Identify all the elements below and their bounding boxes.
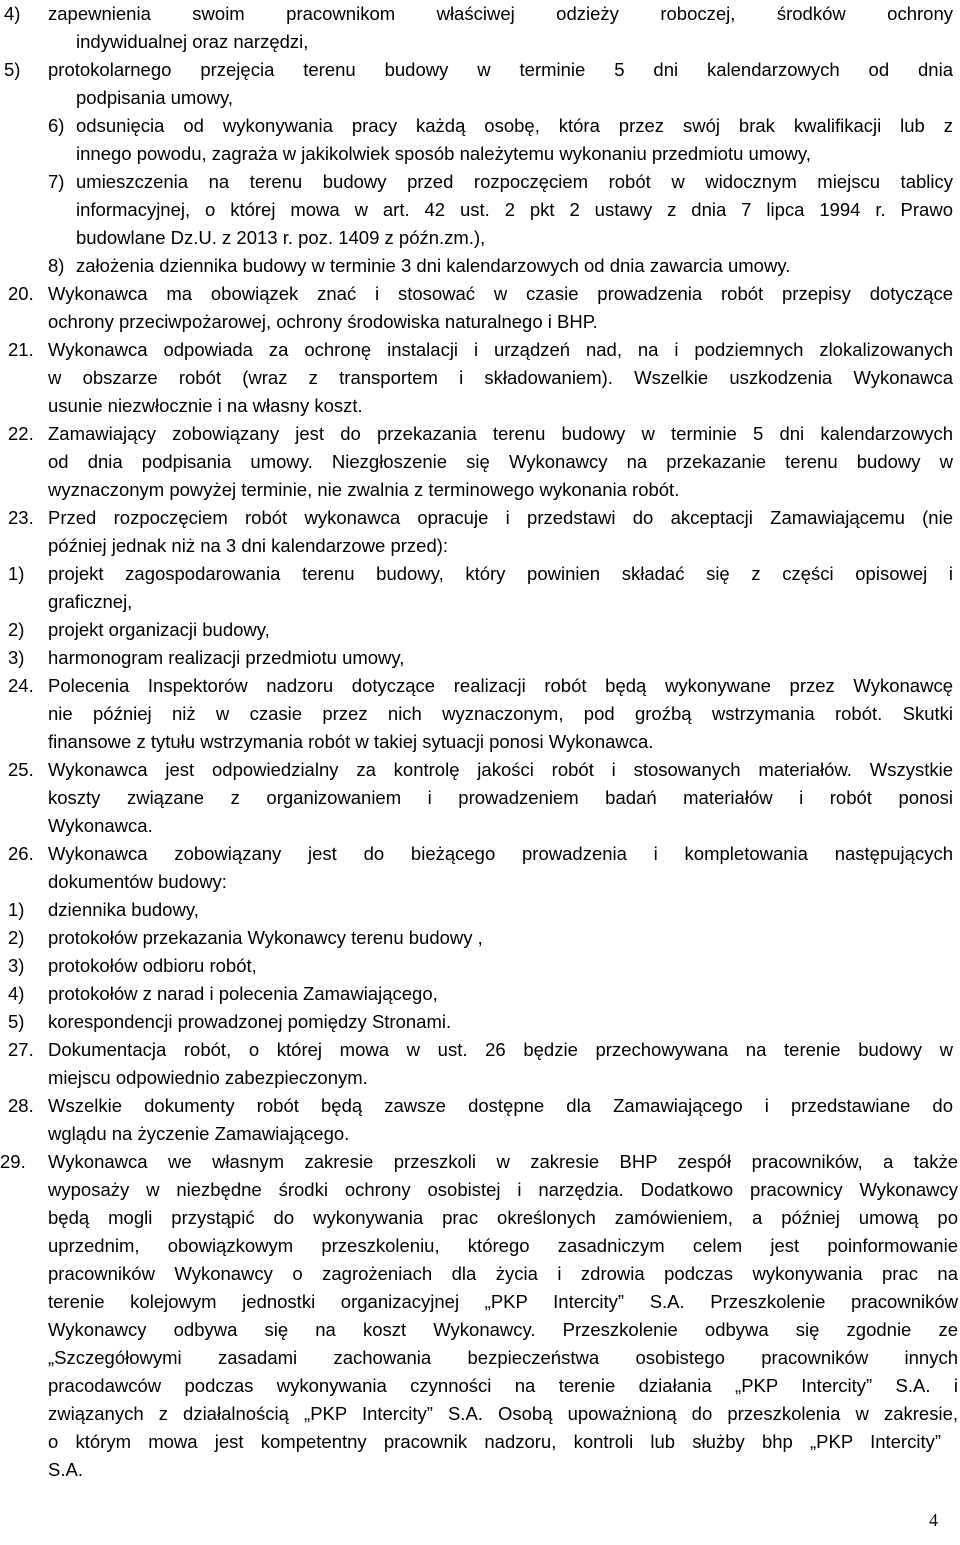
line-text: projekt zagospodarowania terenu budowy, który powinien składać się z części opisowej i xyxy=(48,563,953,584)
list-number: 25. xyxy=(8,759,34,780)
line-text: protokołów odbioru robót, xyxy=(48,955,257,976)
line-text: harmonogram realizacji przedmiotu umowy, xyxy=(48,647,405,668)
list-number: 1) xyxy=(8,899,25,920)
line-text: Wykonawca ma obowiązek znać i stosować w czasie prowadzenia robót przepisy dotyczące xyxy=(48,283,953,304)
text-line xyxy=(0,112,960,140)
list-number: 4) xyxy=(8,983,25,1004)
text-line xyxy=(0,924,960,952)
line-text: koszty związane z organizowaniem i prowadzeniem badań materiałów i robót ponosi xyxy=(48,787,953,808)
line-text: „Szczegółowymi zasadami zachowania bezpieczeństwa osobistego pracowników innych xyxy=(48,1347,958,1368)
line-text: ochrony przeciwpożarowej, ochrony środowiska naturalnego i BHP. xyxy=(48,311,598,332)
line-text: budowlane Dz.U. z 2013 r. poz. 1409 z późn.zm.), xyxy=(76,227,486,248)
text-line xyxy=(0,980,960,1008)
line-text: wyznaczonym powyżej terminie, nie zwalnia z terminowego wykonania robót. xyxy=(48,479,680,500)
line-text: uprzednim, obowiązkowym przeszkoleniu, którego zasadniczym celem jest poinformowanie xyxy=(48,1235,958,1256)
list-number: 1) xyxy=(8,563,25,584)
text-line xyxy=(0,364,960,392)
text-line xyxy=(0,28,960,56)
text-line xyxy=(0,308,960,336)
line-text: graficznej, xyxy=(48,591,133,612)
text-line xyxy=(0,140,960,168)
line-text: pracodawców podczas wykonywania czynności na terenie działania „PKP Intercity” S.A. i xyxy=(48,1375,958,1396)
list-number: 20. xyxy=(8,283,34,304)
line-text: innego powodu, zagraża w jakikolwiek sposób należytemu wykonaniu przedmiotu umowy, xyxy=(76,143,811,164)
line-text: wglądu na życzenie Zamawiającego. xyxy=(48,1123,350,1144)
line-text: usunie niezwłocznie i na własny koszt. xyxy=(48,395,363,416)
text-line xyxy=(0,0,960,28)
line-text: założenia dziennika budowy w terminie 3 dni kalendarzowych od dnia zawarcia umowy. xyxy=(76,255,791,276)
list-number: 23. xyxy=(8,507,34,528)
text-line xyxy=(0,1344,960,1372)
line-text: o którym mowa jest kompetentny pracownik nadzoru, kontroli lub służby bhp „PKP Intercity” xyxy=(48,1431,941,1452)
text-line xyxy=(0,1204,960,1232)
line-text: Wykonawca zobowiązany jest do bieżącego prowadzenia i kompletowania następujących xyxy=(48,843,953,864)
line-text: podpisania umowy, xyxy=(76,87,233,108)
text-line xyxy=(0,336,960,364)
list-number: 7) xyxy=(48,171,65,192)
line-text: związanych z działalnością „PKP Intercity” S.A. Osobą upoważnioną do przeszkolenia w zakresie, xyxy=(48,1403,958,1424)
list-number: 24. xyxy=(8,675,34,696)
text-line xyxy=(0,868,960,896)
list-number: 3) xyxy=(8,647,25,668)
text-line xyxy=(0,476,960,504)
text-line xyxy=(0,952,960,980)
text-line xyxy=(0,1232,960,1260)
line-text: Wykonawcy odbywa się na koszt Wykonawcy. Przeszkolenie odbywa się zgodnie ze xyxy=(48,1319,958,1340)
text-line xyxy=(0,1008,960,1036)
text-line xyxy=(0,1148,960,1176)
list-number: 5) xyxy=(8,1011,25,1032)
line-text: Polecenia Inspektorów nadzoru dotyczące realizacji robót będą wykonywane przez Wykonawcę xyxy=(48,675,953,696)
list-number: 4) xyxy=(4,3,21,24)
list-number: 29. xyxy=(0,1151,26,1172)
text-line xyxy=(0,84,960,112)
text-line xyxy=(0,896,960,924)
text-line xyxy=(0,1316,960,1344)
line-text: później jednak niż na 3 dni kalendarzowe przed): xyxy=(48,535,449,556)
text-line xyxy=(0,588,960,616)
text-line xyxy=(0,56,960,84)
text-line xyxy=(0,1120,960,1148)
text-line xyxy=(0,1036,960,1064)
text-line xyxy=(0,1400,960,1428)
text-line xyxy=(0,756,960,784)
list-number: 3) xyxy=(8,955,25,976)
text-line xyxy=(0,1260,960,1288)
text-line xyxy=(0,672,960,700)
list-number: 27. xyxy=(8,1039,34,1060)
list-number: 26. xyxy=(8,843,34,864)
line-text: informacyjnej, o której mowa w art. 42 ust. 2 pkt 2 ustawy z dnia 7 lipca 1994 r. Prawo xyxy=(76,199,953,220)
text-line xyxy=(0,196,960,224)
line-text: umieszczenia na terenu budowy przed rozpoczęciem robót w widocznym miejscu tablicy xyxy=(76,171,953,192)
text-line xyxy=(0,392,960,420)
page-number: 4 xyxy=(929,1510,938,1530)
line-text: finansowe z tytułu wstrzymania robót w takiej sytuacji ponosi Wykonawca. xyxy=(48,731,654,752)
line-text: indywidualnej oraz narzędzi, xyxy=(76,31,309,52)
line-text: protokołów z narad i polecenia Zamawiającego, xyxy=(48,983,438,1004)
text-line xyxy=(0,812,960,840)
list-number: 22. xyxy=(8,423,34,444)
text-line xyxy=(0,1372,960,1400)
text-line xyxy=(0,252,960,280)
list-number: 6) xyxy=(48,115,65,136)
text-line xyxy=(0,728,960,756)
text-line xyxy=(0,224,960,252)
list-number: 8) xyxy=(48,255,65,276)
line-text: miejscu odpowiednio zabezpieczonym. xyxy=(48,1067,368,1088)
line-text: wyposaży w niezbędne środki ochrony osobistej i narzędzia. Dodatkowo pracownicy Wykonawcy xyxy=(48,1179,958,1200)
text-line xyxy=(0,280,960,308)
text-line xyxy=(0,1064,960,1092)
line-text: od dnia podpisania umowy. Niezgłoszenie się Wykonawcy na przekazanie terenu budowy w xyxy=(48,451,953,472)
text-line xyxy=(0,1176,960,1204)
text-line xyxy=(0,700,960,728)
line-text: w obszarze robót (wraz z transportem i składowaniem). Wszelkie uszkodzenia Wykonawca xyxy=(48,367,953,388)
line-text: nie później niż w czasie przez nich wyznaczonym, pod groźbą wstrzymania robót. Skutki xyxy=(48,703,953,724)
list-number: 21. xyxy=(8,339,34,360)
line-text: Dokumentacja robót, o której mowa w ust. 26 będzie przechowywana na terenie budowy w xyxy=(48,1039,953,1060)
line-text: będą mogli przystąpić do wykonywania prac określonych zamówieniem, a później umową po xyxy=(48,1207,958,1228)
line-text: zapewnienia swoim pracownikom właściwej odzieży roboczej, środków ochrony xyxy=(48,3,953,24)
line-text: Wykonawca odpowiada za ochronę instalacji i urządzeń nad, na i podziemnych zlokalizowanych xyxy=(48,339,953,360)
text-line xyxy=(0,616,960,644)
line-text: projekt organizacji budowy, xyxy=(48,619,270,640)
text-line xyxy=(0,1428,960,1456)
text-line xyxy=(0,532,960,560)
line-text: protokołów przekazania Wykonawcy terenu budowy , xyxy=(48,927,483,948)
line-text: Wykonawca we własnym zakresie przeszkoli w zakresie BHP zespół pracowników, a także xyxy=(48,1151,958,1172)
text-line xyxy=(0,1456,960,1484)
text-line xyxy=(0,420,960,448)
line-text: dziennika budowy, xyxy=(48,899,199,920)
text-line xyxy=(0,504,960,532)
line-text: Wszelkie dokumenty robót będą zawsze dostępne dla Zamawiającego i przedstawiane do xyxy=(48,1095,953,1116)
line-text: pracowników Wykonawcy o zagrożeniach dla życia i zdrowia podczas wykonywania prac na xyxy=(48,1263,958,1284)
text-line xyxy=(0,1092,960,1120)
text-line xyxy=(0,840,960,868)
line-text: terenie kolejowym jednostki organizacyjnej „PKP Intercity” S.A. Przeszkolenie pracowników xyxy=(48,1291,958,1312)
line-text: protokolarnego przejęcia terenu budowy w terminie 5 dni kalendarzowych od dnia xyxy=(48,59,953,80)
text-line xyxy=(0,168,960,196)
line-text: Wykonawca jest odpowiedzialny za kontrolę jakości robót i stosowanych materiałów. Wszystkie xyxy=(48,759,953,780)
line-text: dokumentów budowy: xyxy=(48,871,227,892)
line-text: odsunięcia od wykonywania pracy każdą osobę, która przez swój brak kwalifikacji lub z xyxy=(76,115,953,136)
text-line xyxy=(0,784,960,812)
line-text: Przed rozpoczęciem robót wykonawca opracuje i przedstawi do akceptacji Zamawiającemu (nie xyxy=(48,507,953,528)
text-line xyxy=(0,448,960,476)
list-number: 5) xyxy=(4,59,21,80)
line-text: Zamawiający zobowiązany jest do przekazania terenu budowy w terminie 5 dni kalendarzowych xyxy=(48,423,953,444)
text-line xyxy=(0,560,960,588)
list-number: 28. xyxy=(8,1095,34,1116)
line-text: Wykonawca. xyxy=(48,815,153,836)
list-number: 2) xyxy=(8,927,25,948)
text-line xyxy=(0,644,960,672)
line-text: korespondencji prowadzonej pomiędzy Stronami. xyxy=(48,1011,452,1032)
text-line xyxy=(0,1288,960,1316)
line-text: S.A. xyxy=(48,1459,83,1480)
list-number: 2) xyxy=(8,619,25,640)
